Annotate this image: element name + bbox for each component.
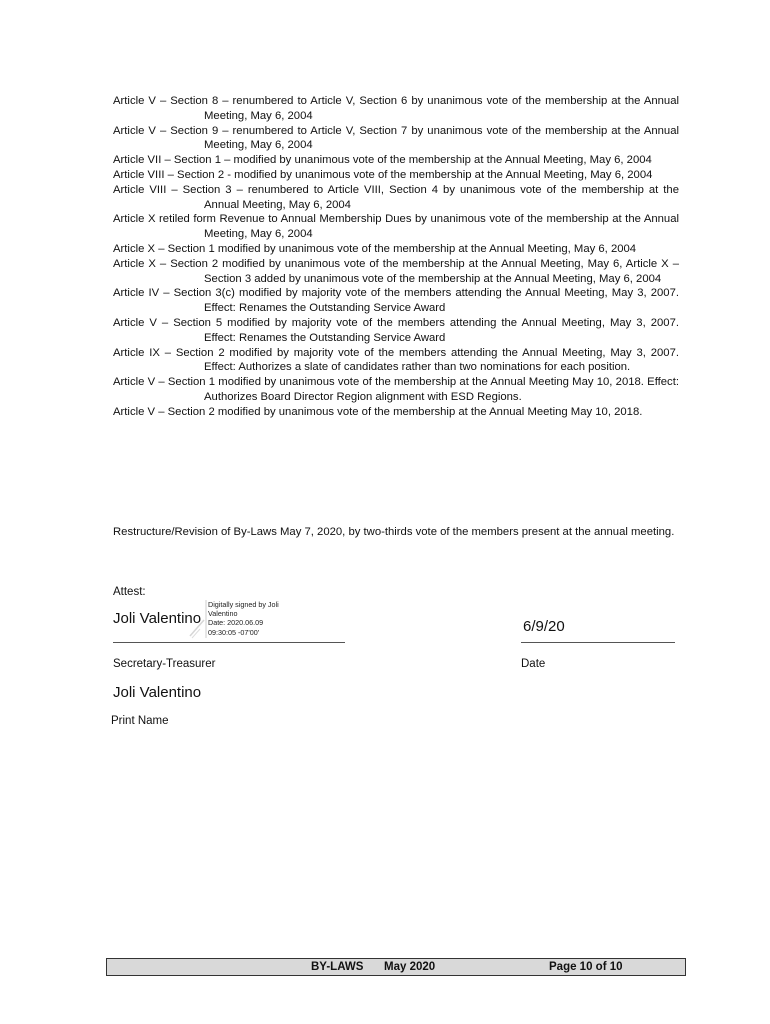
digital-signature-line: Valentino [208,609,238,619]
signature-name: Joli Valentino [113,610,202,627]
amendment-entry: Article IX – Section 2 modified by majority vote of the members attending the Annual Meeting, May 3, 2007. Effect: Authorizes a slate of candidates rather than two nominations for each position. [113,346,679,374]
amendment-entry: Article VIII – Section 3 – renumbered to Article VIII, Section 4 by unanimous vote of the membership at the Annual Meeting, May 6, 2004 [113,183,679,211]
amendment-history-list [113,94,679,420]
amendment-entry: Article VII – Section 1 – modified by unanimous vote of the membership at the Annual Meeting, May 6, 2004 [113,154,652,167]
amendment-entry: Article IV – Section 3(c) modified by majority vote of the members attending the Annual Meeting, May 3, 2007. Effect: Renames the Outstanding Service Award [113,287,679,315]
footer-doc-title: BY-LAWS [311,961,364,973]
restructure-note: Restructure/Revision of By-Laws May 7, 2020, by two-thirds vote of the members present at the annual meeting. [113,526,675,538]
page-footer [106,958,686,976]
digital-signature-line: 09:30:05 -07'00' [208,627,260,637]
signature-date: 6/9/20 [523,618,565,635]
amendment-entry: Article VIII – Section 2 - modified by unanimous vote of the membership at the Annual Meeting, May 6, 2004 [113,168,653,181]
attest-label: Attest: [113,586,146,598]
footer-page-number: Page 10 of 10 [549,961,623,973]
footer-date: May 2020 [384,961,436,973]
amendment-entry: Article V – Section 5 modified by majority vote of the members attending the Annual Meeting, May 3, 2007. Effect: Renames the Outstanding Service Award [113,316,679,344]
amendment-entry: Article X – Section 1 modified by unanimous vote of the membership at the Annual Meeting, May 6, 2004 [113,242,637,255]
secretary-treasurer-label: Secretary-Treasurer [113,658,216,670]
amendment-entry: Article V – Section 8 – renumbered to Article V, Section 6 by unanimous vote of the membership at the Annual Meeting, May 6, 2004 [113,95,679,122]
amendment-entry: Article V – Section 9 – renumbered to Article V, Section 7 by unanimous vote of the membership at the Annual Meeting, May 6, 2004 [113,124,679,152]
signature-line [113,642,345,643]
print-name-value: Joli Valentino [113,684,202,701]
date-label: Date [521,658,546,670]
digital-signature-line: Digitally signed by Joli [208,600,279,609]
amendment-entry: Article V – Section 2 modified by unanimous vote of the membership at the Annual Meeting May 10, 2018. [113,405,643,418]
amendment-entry: Article X – Section 2 modified by unanimous vote of the membership at the Annual Meeting, May 6, Article X – Section 3 added by unanimous vote of the membership at the Annual Meeting, May 6, 2004 [113,257,679,285]
digital-signature-line: Date: 2020.06.09 [208,618,264,628]
date-line [521,642,675,643]
amendment-entry: Article V – Section 1 modified by unanimous vote of the membership at the Annual Meeting May 10, 2018. Effect: Authorizes Board Director Region alignment with ESD Regions. [113,376,679,403]
amendment-entry: Article X retiled form Revenue to Annual Membership Dues by unanimous vote of the membership at the Annual Meeting, May 6, 2004 [113,213,679,241]
digital-signature-mark-icon [186,598,210,640]
digital-signature-details[interactable] [208,600,279,637]
print-name-label: Print Name [111,715,169,727]
